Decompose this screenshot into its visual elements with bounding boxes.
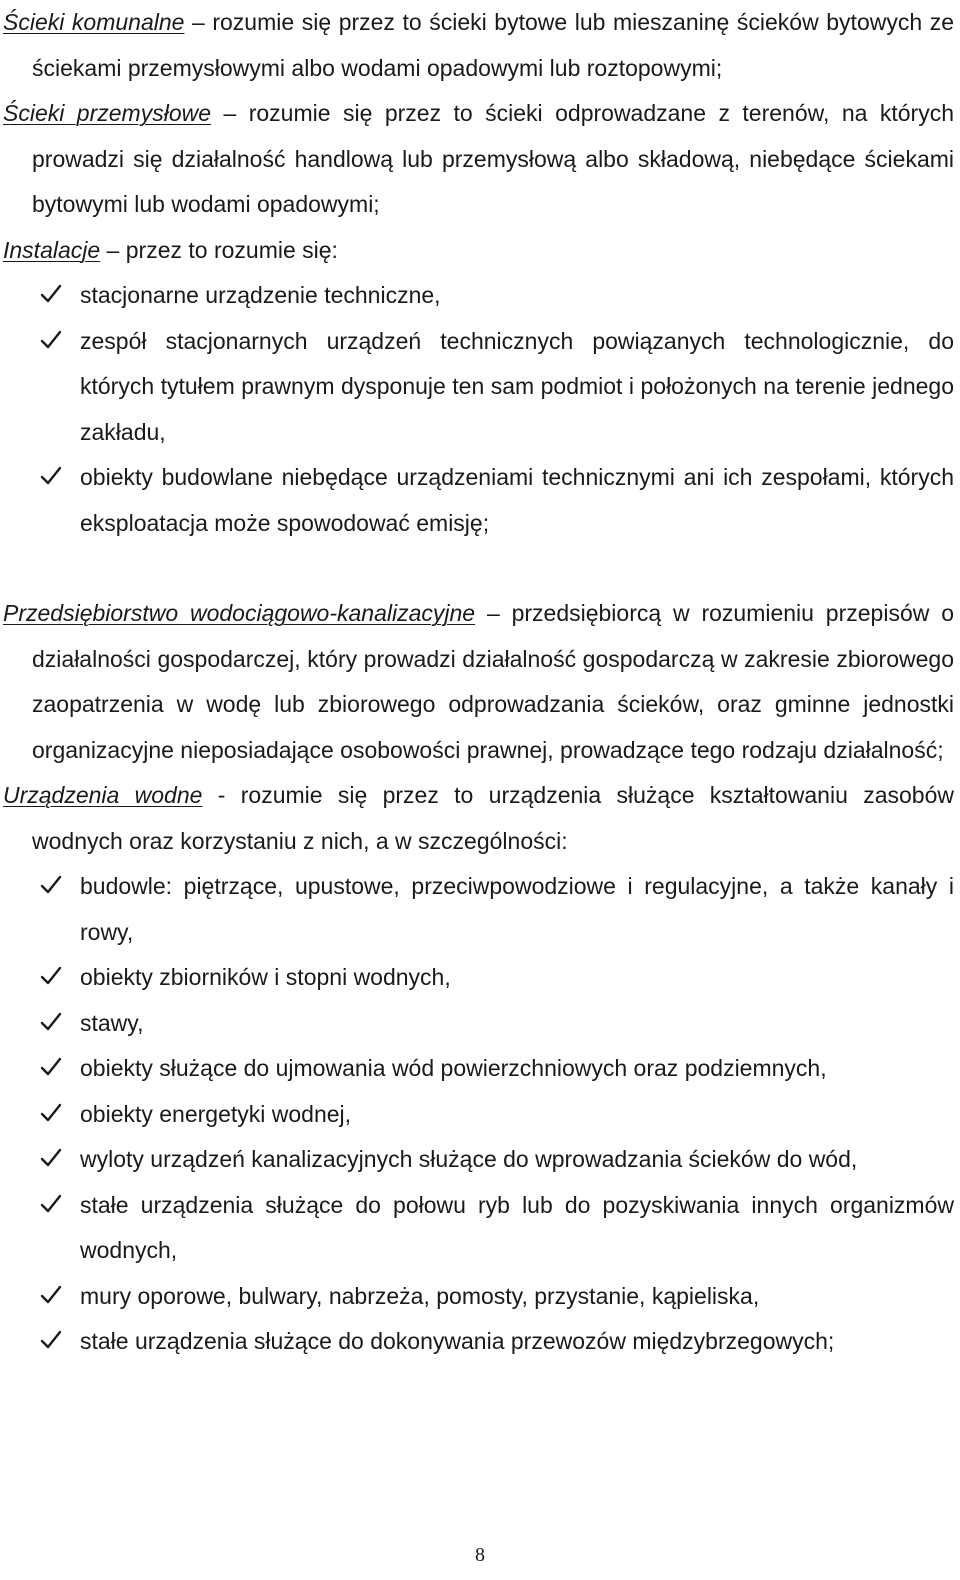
list-item-text: obiekty energetyki wodnej,: [80, 1100, 352, 1127]
list-item-text: wyloty urządzeń kanalizacyjnych służące do wprowadzania ścieków do wód,: [80, 1146, 858, 1172]
definition-text: przedsiębiorcą w rozumieniu przepisów o działalności gospodarczej, który prowadzi działalność gospodarczą w zakresie zbiorowego zaopatrzenia w wodę lub zbiorowego odprowadzania ścieków, oraz gminne jednostki organizacyjne nieposiadające osobowości prawnej, prowadzące tego rodzaju działalność;: [32, 600, 954, 763]
term: Przedsiębiorstwo wodociągowo-kanalizacyjne: [3, 600, 476, 626]
list-item-text: stałe urządzenia służące do dokonywania przewozów międzybrzegowych;: [80, 1328, 835, 1354]
list-item-text: stawy,: [80, 1009, 144, 1036]
list-item: [80, 864, 954, 955]
term: Urządzenia wodne: [3, 782, 203, 808]
checkmark-icon: [40, 1011, 62, 1033]
list-item-text: stacjonarne urządzenie techniczne,: [80, 282, 441, 308]
term-dash: –: [475, 600, 512, 626]
list-item: [80, 319, 954, 456]
list-item-text: zespół stacjonarnych urządzeń technicznych powiązanych technologicznie, do których tytułem prawnym dysponuje ten sam podmiot i położonych na terenie jednego zakładu,: [80, 327, 954, 445]
definition-scieki-komunalne: [0, 0, 960, 91]
list-item: [80, 1046, 954, 1092]
checkmark-icon: [40, 1284, 62, 1306]
list-item-text: obiekty służące do ujmowania wód powierzchniowych oraz podziemnych,: [80, 1055, 827, 1081]
checkmark-icon: [40, 1147, 62, 1169]
spacer: [0, 546, 960, 591]
checkmark-icon: [40, 1056, 62, 1078]
term: Instalacje: [3, 236, 101, 263]
list-item-text: obiekty budowlane niebędące urządzeniami technicznymi ani ich zespołami, których eksploatacja może spowodować emisję;: [80, 464, 954, 536]
list-item: [80, 1183, 954, 1274]
list-item: [80, 1137, 954, 1183]
term-dash: -: [202, 782, 241, 808]
list-item: [80, 1092, 954, 1138]
definition-urzadzenia-wodne: [0, 773, 960, 864]
list-item: [80, 955, 954, 1001]
term: Ścieki przemysłowe: [3, 100, 212, 126]
checkmark-icon: [40, 874, 62, 896]
list-item-text: budowle: piętrzące, upustowe, przeciwpowodziowe i regulacyjne, a także kanały i rowy,: [80, 873, 954, 945]
checkmark-icon: [40, 965, 62, 987]
list-item-text: stałe urządzenia służące do połowu ryb lub do pozyskiwania innych organizmów wodnych,: [80, 1191, 954, 1263]
definition-text: rozumie się przez to ścieki odprowadzane z terenów, na których prowadzi się działalność handlową lub przemysłową albo składową, niebędące ściekami bytowymi lub wodami opadowymi;: [32, 100, 954, 217]
list-item: [80, 455, 954, 546]
page-number: 8: [475, 1544, 485, 1566]
definition-text: przez to rozumie się:: [125, 236, 338, 263]
list-item: [80, 1001, 954, 1047]
term: Ścieki komunalne: [3, 9, 185, 35]
checkmark-icon: [40, 465, 62, 487]
checkmark-icon: [40, 1329, 62, 1351]
instalacje-checklist: [0, 273, 960, 546]
term-dash: –: [184, 9, 213, 35]
list-item-text: mury oporowe, bulwary, nabrzeża, pomosty, przystanie, kąpieliska,: [80, 1282, 760, 1309]
list-item: [80, 1274, 954, 1320]
definition-przedsiebiorstwo: [0, 591, 960, 773]
definition-scieki-przemyslowe: [0, 91, 960, 228]
list-item: [80, 273, 954, 319]
definition-text: rozumie się przez to ścieki bytowe lub mieszaninę ścieków bytowych ze ściekami przemysłowymi albo wodami opadowymi lub roztopowymi;: [32, 9, 954, 81]
term-dash: –: [100, 236, 126, 263]
checkmark-icon: [40, 1193, 62, 1215]
checkmark-icon: [40, 283, 62, 305]
list-item: [80, 1319, 954, 1365]
definition-instalacje: [0, 228, 960, 274]
definition-text: rozumie się przez to urządzenia służące kształtowaniu zasobów wodnych oraz korzystaniu z nich, a w szczególności:: [32, 782, 954, 854]
checkmark-icon: [40, 329, 62, 351]
list-item-text: obiekty zbiorników i stopni wodnych,: [80, 964, 451, 990]
term-dash: –: [211, 100, 249, 126]
urzadzenia-wodne-checklist: [0, 864, 960, 1365]
checkmark-icon: [40, 1102, 62, 1124]
